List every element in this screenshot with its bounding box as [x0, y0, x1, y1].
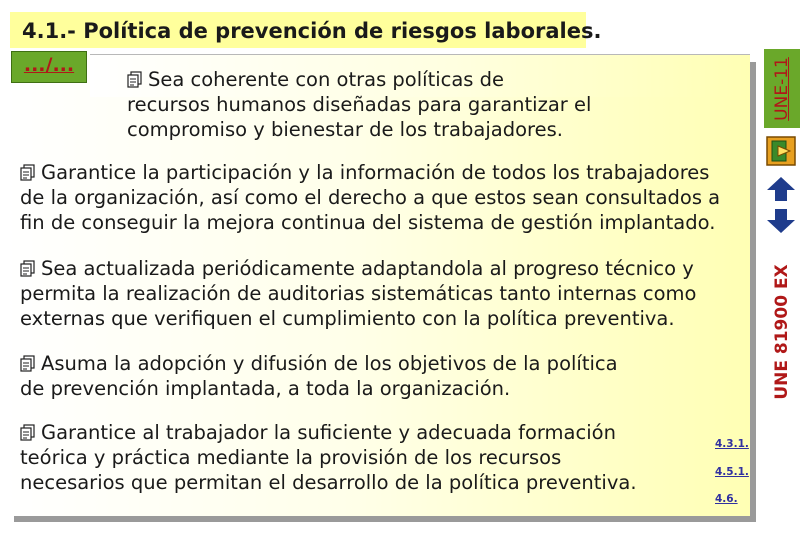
- policy-item-3-line-1: Sea actualizada periódicamente adaptandola al progreso técnico y: [20, 256, 696, 281]
- note-icon: [20, 424, 35, 441]
- policy-item-4-line-1: Asuma la adopción y difusión de los objetivos de la política: [20, 351, 618, 376]
- arrow-up-icon[interactable]: [766, 176, 796, 202]
- note-icon: [20, 355, 35, 372]
- standard-label-text: UNE 81900 EX: [772, 264, 792, 400]
- policy-item-5: [20, 420, 637, 495]
- policy-item-2: [20, 160, 720, 235]
- policy-item-2-line-1: Garantice la participación y la información de todos los trabajadores: [20, 160, 720, 185]
- policy-item-3: [20, 256, 696, 331]
- note-icon: [127, 71, 142, 88]
- page-title: 4.1.- Política de prevención de riesgos laborales.: [22, 19, 602, 43]
- ref-link-4-5-1[interactable]: 4.5.1.: [715, 466, 749, 478]
- policy-item-1-line-3: compromiso y bienestar de los trabajadores.: [127, 118, 563, 141]
- policy-item-2-line-2: de la organización, así como el derecho a que estos sean consultados a: [20, 186, 721, 209]
- standard-label: [764, 262, 800, 402]
- une-11-tab-label: UNE-11: [772, 56, 792, 121]
- note-icon: [20, 164, 35, 181]
- policy-item-5-line-3: necesarios que permitan el desarrollo de la política preventiva.: [20, 471, 637, 494]
- policy-item-2-line-3: fin de conseguir la mejora continua del sistema de gestión implantado.: [20, 211, 716, 234]
- policy-item-5-line-1: Garantice al trabajador la suficiente y adecuada formación: [20, 420, 637, 445]
- policy-item-1: [127, 67, 591, 142]
- une-11-tab[interactable]: [764, 49, 800, 128]
- note-icon: [20, 260, 35, 277]
- policy-item-3-line-3: externas que verifiquen el cumplimiento con la política preventiva.: [20, 307, 675, 330]
- policy-item-5-line-2: teórica y práctica mediante la provisión de los recursos: [20, 446, 562, 469]
- continue-label: .../...: [23, 54, 75, 76]
- title-bar: [10, 12, 602, 48]
- policy-item-4-line-2: de prevención implantada, a toda la organización.: [20, 377, 511, 400]
- policy-item-4: [20, 351, 618, 401]
- arrow-down-icon[interactable]: [766, 208, 796, 234]
- ref-link-4-3-1[interactable]: 4.3.1.: [715, 438, 749, 450]
- exit-icon[interactable]: [766, 136, 796, 166]
- continue-button[interactable]: [11, 51, 87, 83]
- policy-item-1-line-2: recursos humanos diseñadas para garantizar el: [127, 93, 592, 116]
- policy-item-3-line-2: permita la realización de auditorias sistemáticas tanto internas como: [20, 282, 697, 305]
- ref-link-4-6[interactable]: 4.6.: [715, 493, 738, 505]
- policy-item-1-line-1: Sea coherente con otras políticas de: [127, 67, 591, 92]
